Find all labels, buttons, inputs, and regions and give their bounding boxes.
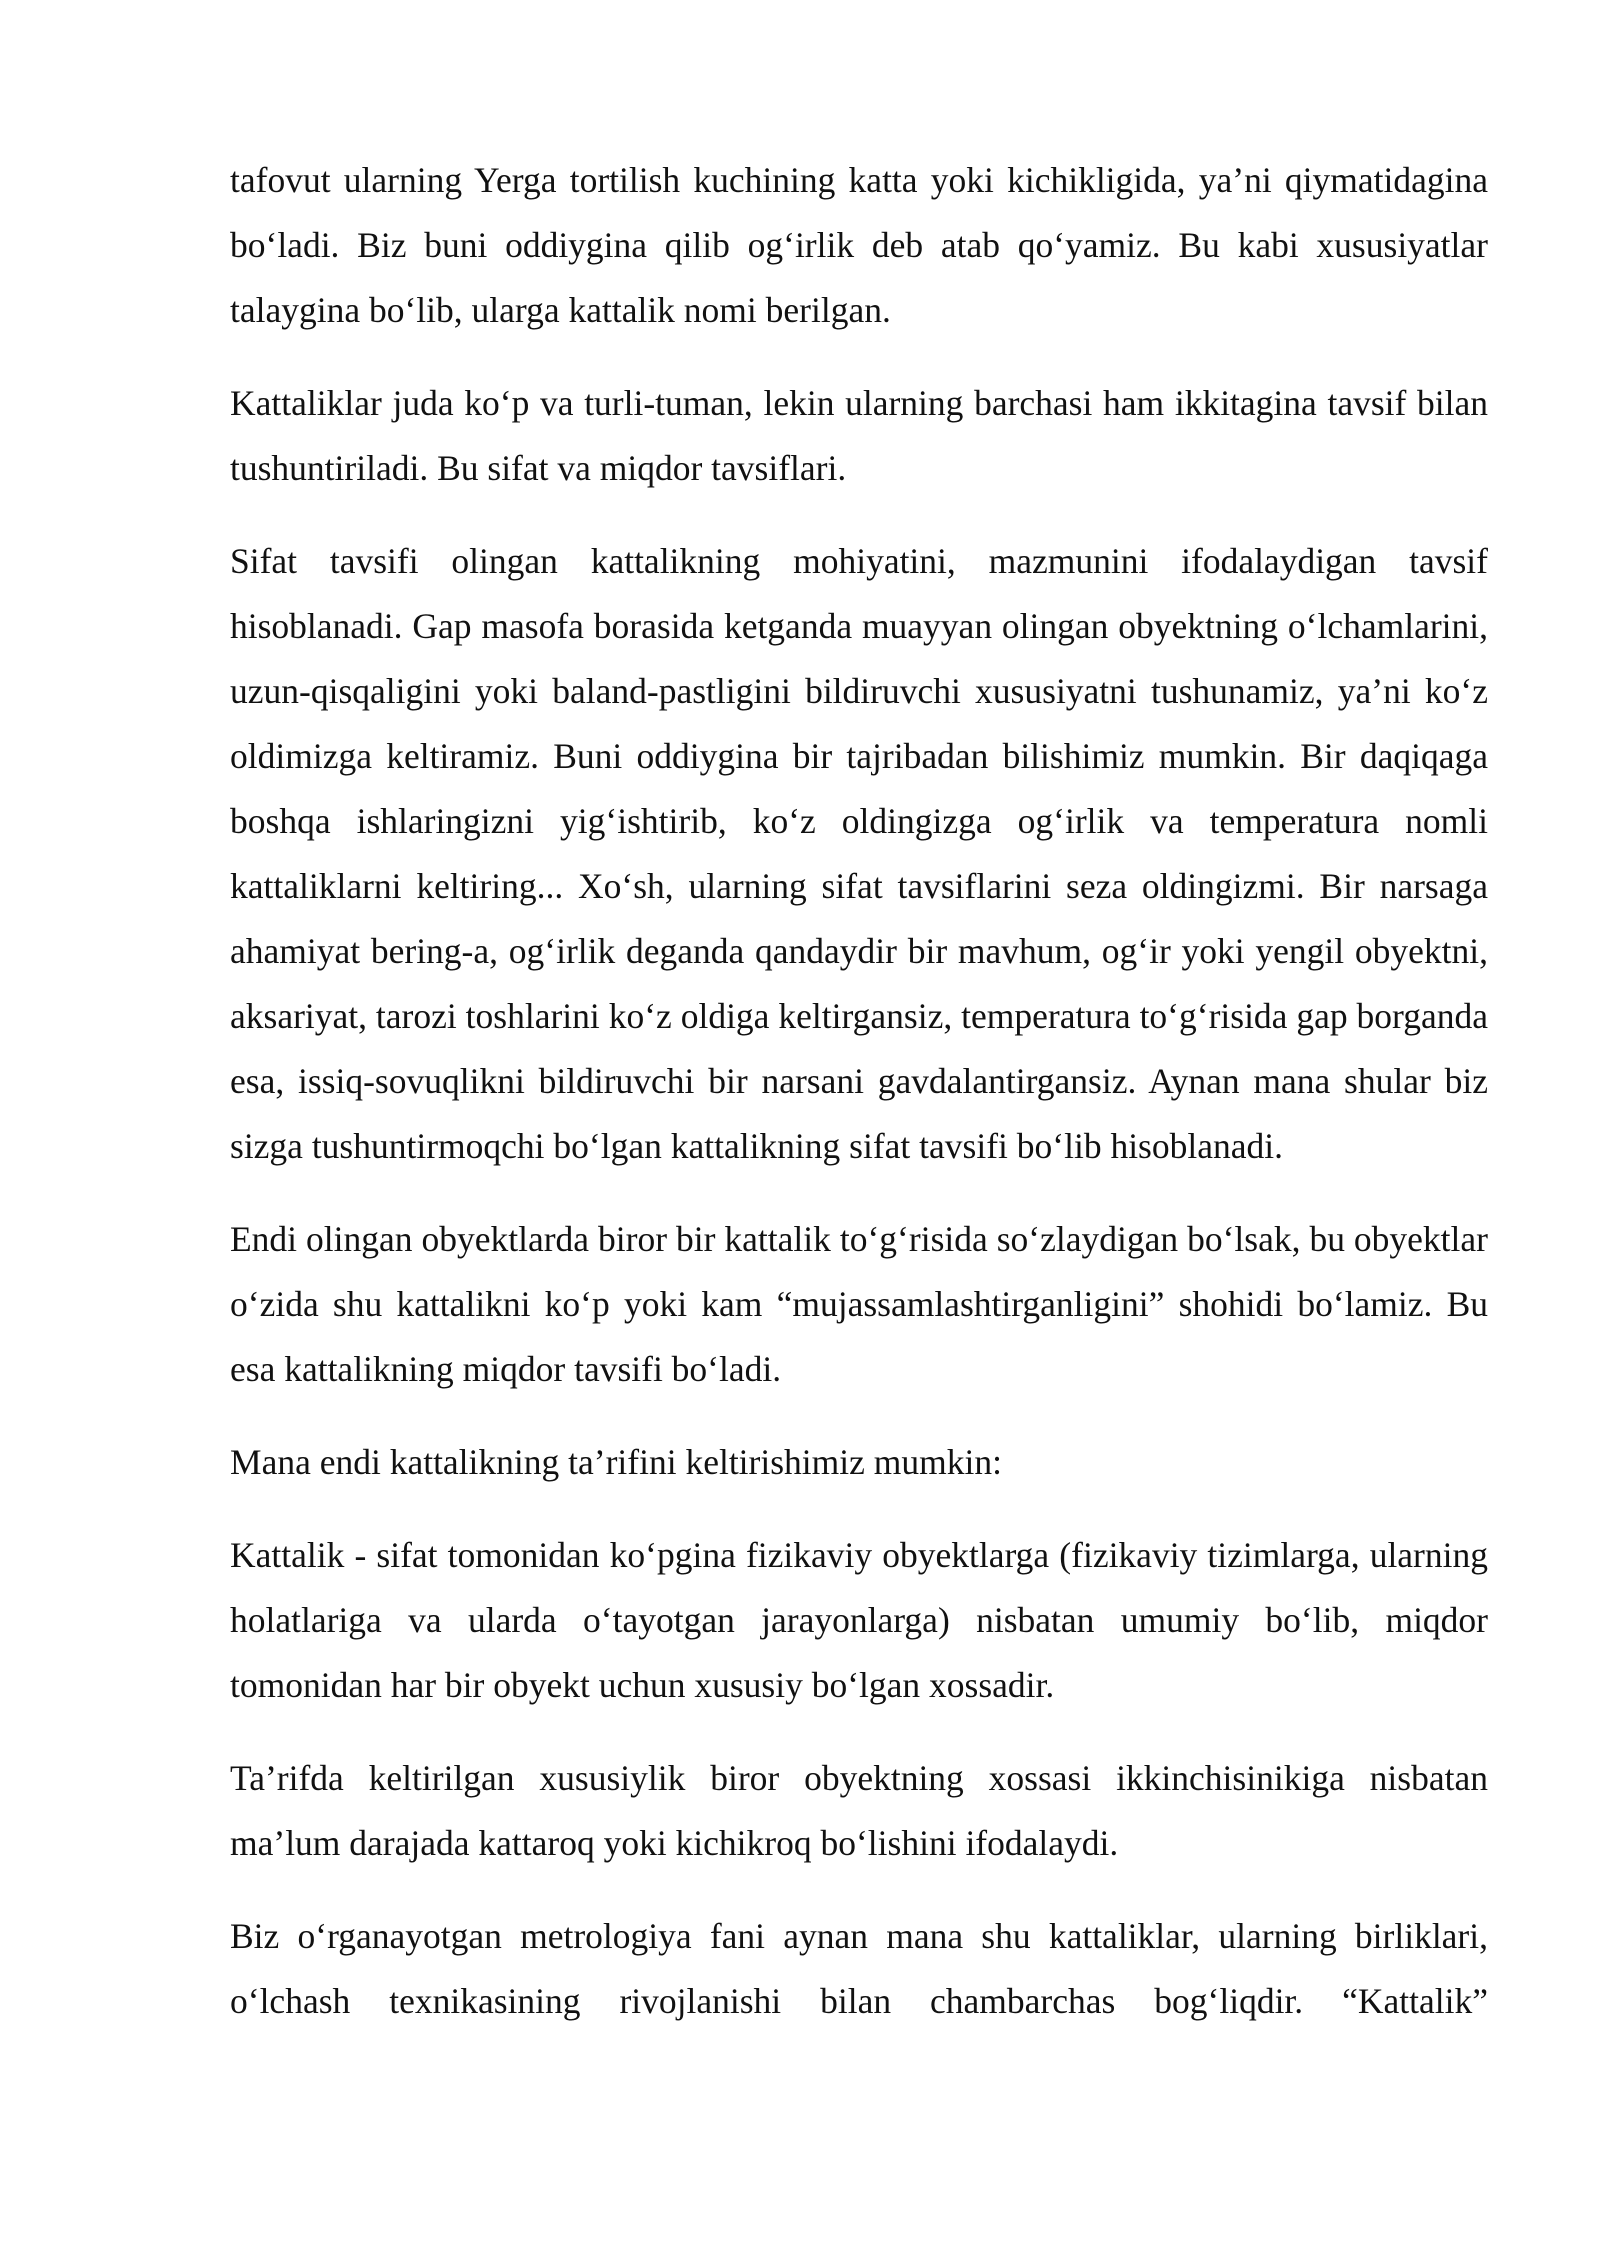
paragraph: Sifat tavsifi olingan kattalikning mohiyatini, mazmunini ifodalaydigan tavsif hisoblanadi. Gap masofa borasida ketganda muayyan olingan obyektning o‘lchamlarini, uzun-qisqaligini yoki baland-pastligini bildiruvchi xususiyatni tushunamiz, ya’ni ko‘z oldimizga keltiramiz. Buni oddiygina bir tajribadan bilishimiz mumkin. Bir daqiqaga boshqa ishlaringizni yig‘ishtirib, ko‘z oldingizga og‘irlik va temperatura nomli kattaliklarni keltiring... Xo‘sh, ularning sifat tavsiflarini seza oldingizmi. Bir narsaga ahamiyat bering-a, og‘irlik deganda qandaydir bir mavhum, og‘ir yoki yengil obyektni, aksariyat, tarozi toshlarini ko‘z oldiga keltirgansiz, temperatura to‘g‘risida gap borganda esa, issiq-sovuqlikni bildiruvchi bir narsani gavdalantirgansiz. Aynan mana shular biz sizga tushuntirmoqchi bo‘lgan kattalikning sifat tavsifi bo‘lib hisoblanadi. <box>230 541 1488 1166</box>
paragraph: tafovut ularning Yerga tortilish kuchining katta yoki kichikligida, ya’ni qiymatidagina bo‘ladi. Biz buni oddiygina qilib og‘irlik deb atab qo‘yamiz. Bu kabi xususiyatlar talaygina bo‘lib, ularga kattalik nomi berilgan. <box>230 160 1488 330</box>
paragraph: Mana endi kattalikning ta’rifini keltirishimiz mumkin: <box>230 1442 1002 1482</box>
paragraph: Kattalik - sifat tomonidan ko‘pgina fizikaviy obyektlarga (fizikaviy tizimlarga, ularning holatlariga va ularda o‘tayotgan jarayonlarga) nisbatan umumiy bo‘lib, miqdor tomonidan har bir obyekt uchun xususiy bo‘lgan xossadir. <box>230 1535 1488 1705</box>
document-page <box>230 148 1488 2062</box>
paragraph: Endi olingan obyektlarda biror bir kattalik to‘g‘risida so‘zlaydigan bo‘lsak, bu obyektlar o‘zida shu kattalikni ko‘p yoki kam “mujassamlashtirganligini” shohidi bo‘lamiz. Bu esa kattalikning miqdor tavsifi bo‘ladi. <box>230 1219 1488 1389</box>
paragraph: Ta’rifda keltirilgan xususiylik biror obyektning xossasi ikkinchisinikiga nisbatan ma’lum darajada kattaroq yoki kichikroq bo‘lishini ifodalaydi. <box>230 1758 1488 1863</box>
paragraph: Kattaliklar juda ko‘p va turli-tuman, lekin ularning barchasi ham ikkitagina tavsif bilan tushuntiriladi. Bu sifat va miqdor tavsiflari. <box>230 383 1488 488</box>
paragraph: Biz o‘rganayotgan metrologiya fani aynan mana shu kattaliklar, ularning birliklari, o‘lchash texnikasining rivojlanishi bilan chambarchas bog‘liqdir. “Kattalik” <box>230 1916 1488 2021</box>
